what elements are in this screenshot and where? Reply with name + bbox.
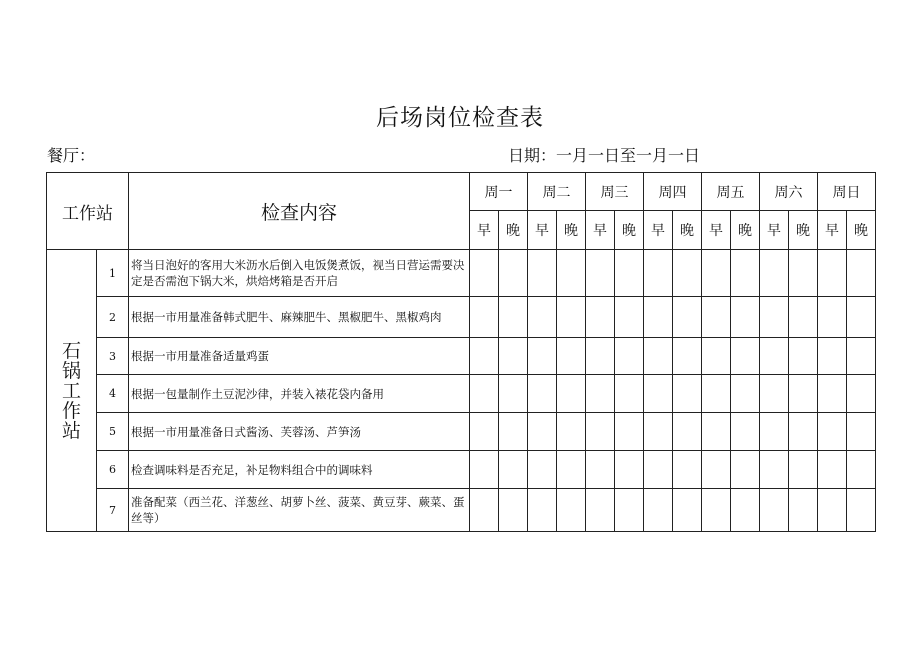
check-cell[interactable] <box>470 489 499 532</box>
check-cell[interactable] <box>557 375 586 413</box>
check-cell[interactable] <box>470 338 499 375</box>
check-cell[interactable] <box>760 375 789 413</box>
check-cell[interactable] <box>760 451 789 489</box>
check-item: 将当日泡好的客用大米沥水后倒入电饭煲煮饭，视当日营运需要决定是否需泡下锅大米，烘焙烤箱是否开启 <box>129 250 470 297</box>
station-header: 工作站 <box>47 173 129 250</box>
check-cell[interactable] <box>615 338 644 375</box>
check-cell[interactable] <box>702 451 731 489</box>
check-cell[interactable] <box>847 489 876 532</box>
check-cell[interactable] <box>644 451 673 489</box>
day-header-sun: 周日 <box>818 173 876 211</box>
check-cell[interactable] <box>528 451 557 489</box>
check-item: 根据一市用量准备韩式肥牛、麻辣肥牛、黑椒肥牛、黑椒鸡肉 <box>129 297 470 338</box>
check-cell[interactable] <box>528 413 557 451</box>
check-cell[interactable] <box>818 451 847 489</box>
check-cell[interactable] <box>499 375 528 413</box>
check-cell[interactable] <box>586 297 615 338</box>
check-cell[interactable] <box>731 413 760 451</box>
day-header-thu: 周四 <box>644 173 702 211</box>
check-cell[interactable] <box>615 489 644 532</box>
check-cell[interactable] <box>586 375 615 413</box>
row-number: 2 <box>97 297 129 338</box>
table-row <box>47 413 876 451</box>
row-number: 1 <box>97 250 129 297</box>
slot-evening: 晚 <box>499 211 528 250</box>
check-cell[interactable] <box>470 451 499 489</box>
check-cell[interactable] <box>847 338 876 375</box>
check-cell[interactable] <box>528 250 557 297</box>
check-cell[interactable] <box>644 413 673 451</box>
slot-morning: 早 <box>586 211 615 250</box>
table-row <box>47 375 876 413</box>
check-cell[interactable] <box>499 451 528 489</box>
check-cell[interactable] <box>731 250 760 297</box>
station-char: 作 <box>61 399 81 422</box>
slot-morning: 早 <box>818 211 847 250</box>
check-cell[interactable] <box>847 375 876 413</box>
header-row-days <box>47 173 876 211</box>
slot-morning: 早 <box>760 211 789 250</box>
check-cell[interactable] <box>586 413 615 451</box>
day-header-sat: 周六 <box>760 173 818 211</box>
check-cell[interactable] <box>731 451 760 489</box>
check-cell[interactable] <box>528 297 557 338</box>
check-cell[interactable] <box>702 489 731 532</box>
check-cell[interactable] <box>702 297 731 338</box>
check-cell[interactable] <box>760 338 789 375</box>
check-cell[interactable] <box>818 250 847 297</box>
check-cell[interactable] <box>789 489 818 532</box>
check-cell[interactable] <box>557 489 586 532</box>
check-item: 根据一市用量准备适量鸡蛋 <box>129 338 470 375</box>
check-item: 根据一市用量准备日式酱汤、芙蓉汤、芦笋汤 <box>129 413 470 451</box>
check-cell[interactable] <box>499 297 528 338</box>
check-cell[interactable] <box>847 250 876 297</box>
check-cell[interactable] <box>760 489 789 532</box>
check-cell[interactable] <box>760 413 789 451</box>
day-header-fri: 周五 <box>702 173 760 211</box>
check-cell[interactable] <box>673 338 702 375</box>
row-number: 3 <box>97 338 129 375</box>
check-cell[interactable] <box>673 413 702 451</box>
table-row <box>47 451 876 489</box>
row-number: 4 <box>97 375 129 413</box>
check-cell[interactable] <box>789 338 818 375</box>
station-char: 锅 <box>61 359 81 382</box>
restaurant-label: 餐厅： <box>47 146 96 165</box>
check-cell[interactable] <box>644 489 673 532</box>
check-cell[interactable] <box>789 413 818 451</box>
check-cell[interactable] <box>673 375 702 413</box>
check-item: 根据一包量制作土豆泥沙律，并装入裱花袋内备用 <box>129 375 470 413</box>
check-cell[interactable] <box>470 297 499 338</box>
check-cell[interactable] <box>644 375 673 413</box>
check-cell[interactable] <box>586 489 615 532</box>
check-cell[interactable] <box>818 489 847 532</box>
check-cell[interactable] <box>673 250 702 297</box>
slot-evening: 晚 <box>557 211 586 250</box>
station-char: 工 <box>61 379 81 402</box>
check-cell[interactable] <box>586 338 615 375</box>
check-cell[interactable] <box>760 250 789 297</box>
table-row <box>47 297 876 338</box>
check-cell[interactable] <box>818 375 847 413</box>
table-row <box>47 250 876 297</box>
check-cell[interactable] <box>847 297 876 338</box>
row-number: 6 <box>97 451 129 489</box>
check-cell[interactable] <box>615 297 644 338</box>
check-cell[interactable] <box>470 375 499 413</box>
check-cell[interactable] <box>557 451 586 489</box>
check-cell[interactable] <box>789 250 818 297</box>
check-cell[interactable] <box>615 413 644 451</box>
check-cell[interactable] <box>528 489 557 532</box>
check-cell[interactable] <box>557 297 586 338</box>
check-cell[interactable] <box>528 338 557 375</box>
day-header-mon: 周一 <box>470 173 528 211</box>
check-cell[interactable] <box>470 413 499 451</box>
check-cell[interactable] <box>673 489 702 532</box>
check-cell[interactable] <box>644 338 673 375</box>
check-cell[interactable] <box>702 375 731 413</box>
check-cell[interactable] <box>586 250 615 297</box>
slot-evening: 晚 <box>789 211 818 250</box>
check-cell[interactable] <box>731 375 760 413</box>
check-cell[interactable] <box>673 297 702 338</box>
check-cell[interactable] <box>528 375 557 413</box>
day-header-wed: 周三 <box>586 173 644 211</box>
slot-evening: 晚 <box>673 211 702 250</box>
station-name <box>47 250 97 532</box>
table-row <box>47 489 876 532</box>
station-char: 石 <box>61 339 81 362</box>
page-title: 后场岗位检查表 <box>376 105 544 131</box>
check-cell[interactable] <box>760 297 789 338</box>
check-item: 准备配菜（西兰花、洋葱丝、胡萝卜丝、菠菜、黄豆芽、蕨菜、蛋丝等） <box>129 489 470 532</box>
check-cell[interactable] <box>499 250 528 297</box>
check-cell[interactable] <box>644 250 673 297</box>
content-header: 检查内容 <box>129 173 470 250</box>
check-cell[interactable] <box>673 451 702 489</box>
check-cell[interactable] <box>702 413 731 451</box>
check-cell[interactable] <box>615 375 644 413</box>
row-number: 5 <box>97 413 129 451</box>
check-cell[interactable] <box>470 250 499 297</box>
station-char: 站 <box>61 419 81 442</box>
check-cell[interactable] <box>557 250 586 297</box>
check-cell[interactable] <box>731 489 760 532</box>
row-number: 7 <box>97 489 129 532</box>
check-cell[interactable] <box>847 413 876 451</box>
slot-morning: 早 <box>470 211 499 250</box>
check-cell[interactable] <box>818 413 847 451</box>
check-cell[interactable] <box>731 297 760 338</box>
check-cell[interactable] <box>789 297 818 338</box>
check-cell[interactable] <box>499 413 528 451</box>
check-cell[interactable] <box>499 489 528 532</box>
slot-evening: 晚 <box>847 211 876 250</box>
slot-evening: 晚 <box>731 211 760 250</box>
check-cell[interactable] <box>818 297 847 338</box>
inspection-table <box>46 172 876 532</box>
slot-evening: 晚 <box>615 211 644 250</box>
check-cell[interactable] <box>615 250 644 297</box>
slot-morning: 早 <box>702 211 731 250</box>
check-cell[interactable] <box>702 338 731 375</box>
check-cell[interactable] <box>557 413 586 451</box>
check-cell[interactable] <box>789 451 818 489</box>
table-row <box>47 338 876 375</box>
check-cell[interactable] <box>731 338 760 375</box>
slot-morning: 早 <box>644 211 673 250</box>
check-cell[interactable] <box>499 338 528 375</box>
check-cell[interactable] <box>847 451 876 489</box>
check-item: 检查调味料是否充足，补足物料组合中的调味料 <box>129 451 470 489</box>
check-cell[interactable] <box>702 250 731 297</box>
check-cell[interactable] <box>818 338 847 375</box>
check-cell[interactable] <box>644 297 673 338</box>
check-cell[interactable] <box>557 338 586 375</box>
date-label: 日期：一月一日至一月一日 <box>508 146 701 165</box>
day-header-tue: 周二 <box>528 173 586 211</box>
check-cell[interactable] <box>615 451 644 489</box>
check-cell[interactable] <box>789 375 818 413</box>
slot-morning: 早 <box>528 211 557 250</box>
check-cell[interactable] <box>586 451 615 489</box>
